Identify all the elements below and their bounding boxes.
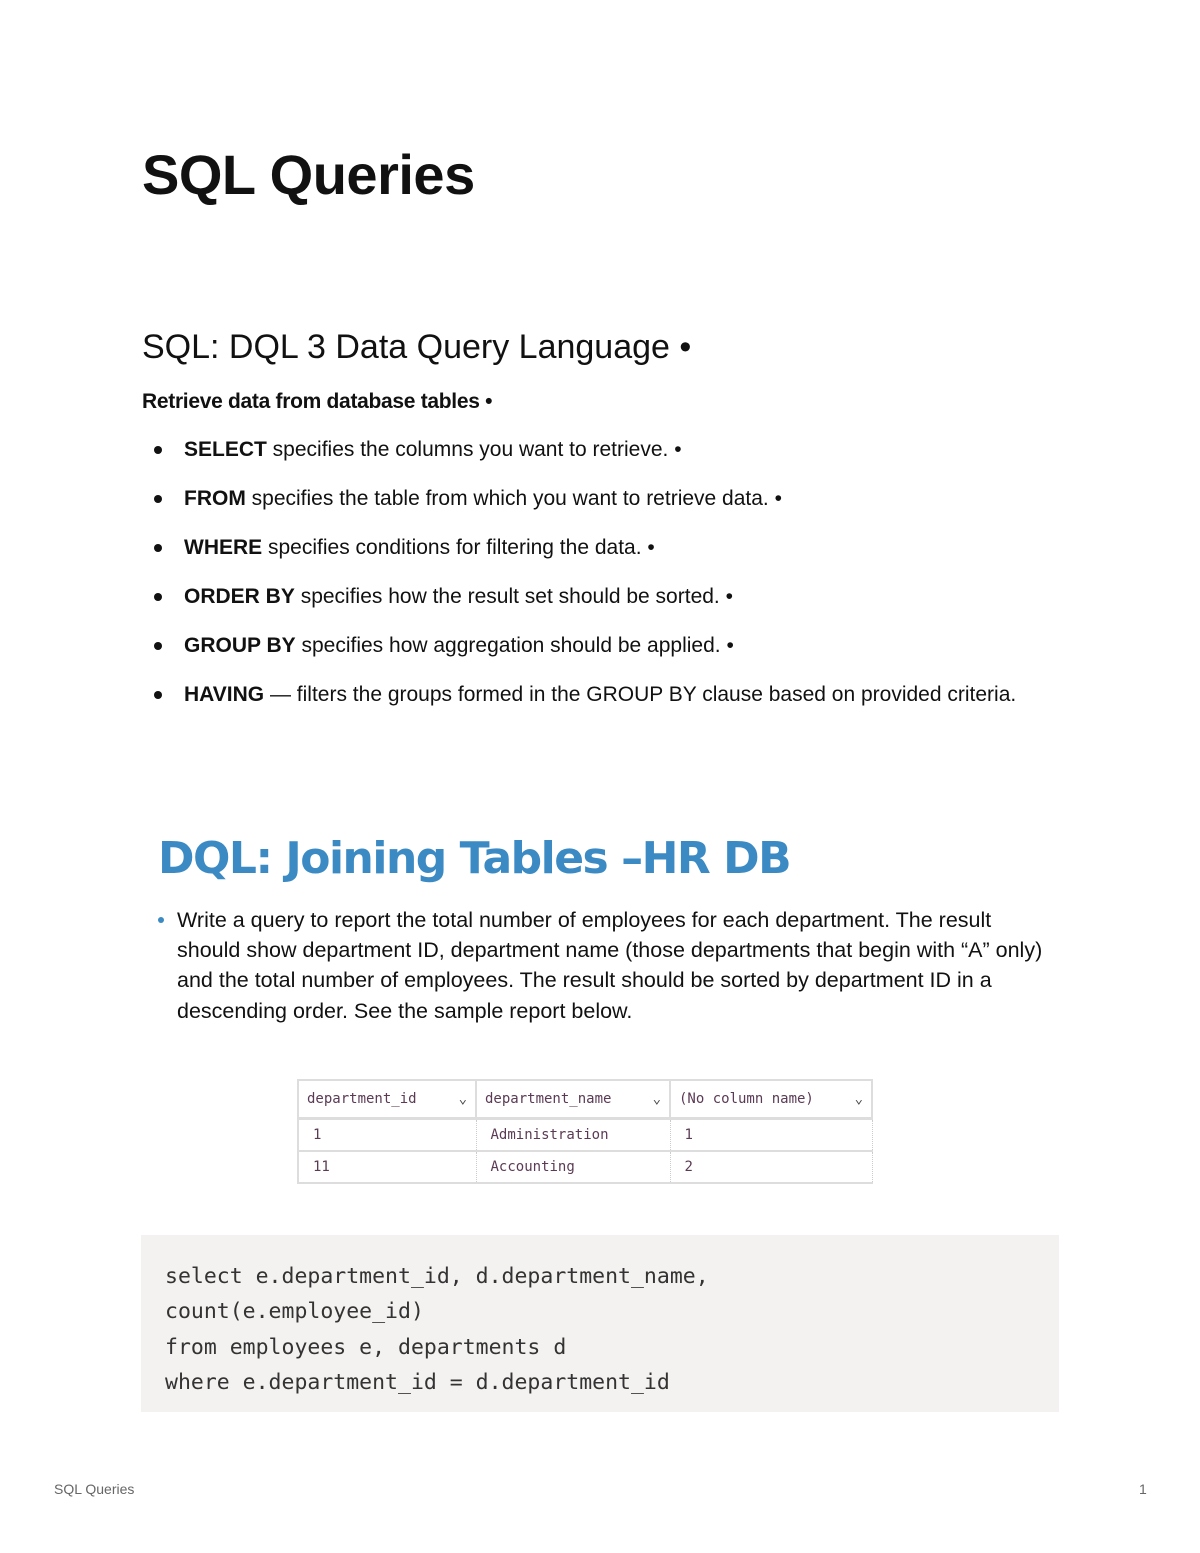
page-number: 1 bbox=[1139, 1481, 1147, 1497]
cell: 2 bbox=[670, 1151, 872, 1183]
cell: Accounting bbox=[476, 1151, 670, 1183]
cell: 1 bbox=[298, 1119, 476, 1152]
item-text: specifies how the result set should be sorted. • bbox=[294, 585, 733, 608]
column-label: (No column name) bbox=[679, 1091, 814, 1107]
keyword: HAVING bbox=[184, 683, 265, 706]
column-label: department_id bbox=[307, 1091, 417, 1107]
item-text: specifies how aggregation should be applied. • bbox=[295, 634, 734, 657]
table-row bbox=[298, 1119, 872, 1152]
list-item bbox=[142, 677, 1042, 713]
cell: Administration bbox=[476, 1119, 670, 1152]
bullet-icon bbox=[154, 544, 162, 552]
item-text: specifies the columns you want to retrieve. • bbox=[266, 438, 682, 461]
cell: 1 bbox=[670, 1119, 872, 1152]
bullet-icon bbox=[154, 593, 162, 601]
sample-result-table bbox=[297, 1079, 873, 1184]
column-label: department_name bbox=[485, 1091, 612, 1107]
chevron-down-icon[interactable]: ⌄ bbox=[854, 1091, 863, 1107]
code-block: select e.department_id, d.department_name, count(e.employee_id) from employees e, departments d where e.department_id = d.department_id bbox=[141, 1235, 1059, 1412]
keyword: GROUP BY bbox=[184, 634, 296, 657]
slide-heading: DQL: Joining Tables –HR DB bbox=[158, 833, 791, 884]
item-text: specifies conditions for filtering the data. • bbox=[262, 536, 655, 559]
list-item bbox=[142, 481, 1042, 517]
keyword: WHERE bbox=[184, 536, 263, 559]
chevron-down-icon[interactable]: ⌄ bbox=[652, 1091, 661, 1107]
column-header[interactable] bbox=[670, 1080, 872, 1119]
list-item bbox=[142, 530, 1042, 566]
keyword: SELECT bbox=[184, 438, 267, 461]
slide-bullet bbox=[158, 905, 1058, 1026]
cell: 11 bbox=[298, 1151, 476, 1183]
list-item bbox=[142, 628, 1042, 664]
bullet-icon bbox=[158, 917, 164, 923]
footer-title: SQL Queries bbox=[54, 1481, 135, 1497]
item-text: specifies the table from which you want to retrieve data. • bbox=[245, 487, 782, 510]
column-header[interactable] bbox=[298, 1080, 476, 1119]
keyword: ORDER BY bbox=[184, 585, 295, 608]
table-row bbox=[298, 1151, 872, 1183]
keyword: FROM bbox=[184, 487, 246, 510]
bullet-icon bbox=[154, 691, 162, 699]
bullet-icon bbox=[154, 495, 162, 503]
page-title: SQL Queries bbox=[142, 143, 475, 206]
item-text: — filters the groups formed in the GROUP BY clause based on provided criteria. bbox=[264, 683, 1017, 706]
section-heading: SQL: DQL 3 Data Query Language • bbox=[142, 328, 692, 366]
table-header-row bbox=[298, 1080, 872, 1119]
list-item bbox=[142, 432, 1042, 468]
list-item bbox=[142, 579, 1042, 615]
slide-bullet-text: Write a query to report the total number of employees for each department. The result should show department ID, department name (those departments that begin with “A” only) and the total number of employees. The result should be sorted by department ID in a descending order. See the sample report below. bbox=[177, 908, 1043, 1023]
clause-list bbox=[142, 432, 1042, 726]
column-header[interactable] bbox=[476, 1080, 670, 1119]
bullet-icon bbox=[154, 642, 162, 650]
section-subheading: Retrieve data from database tables • bbox=[142, 390, 493, 413]
bullet-icon bbox=[154, 446, 162, 454]
chevron-down-icon[interactable]: ⌄ bbox=[458, 1091, 467, 1107]
